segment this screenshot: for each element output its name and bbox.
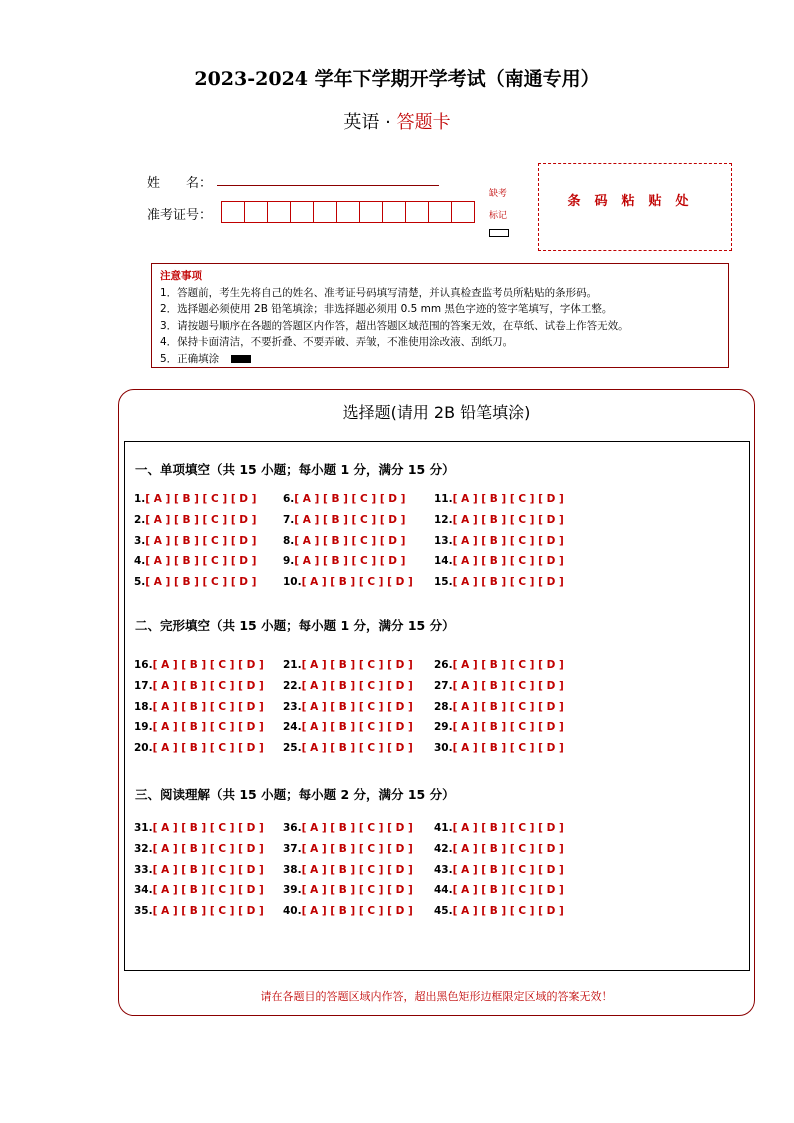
part-2-heading: 二、完形填空（共 15 小题；每小题 1 分，满分 15 分）: [135, 618, 455, 633]
answer-options[interactable]: [ A ] [ B ] [ C ] [ D ]: [152, 700, 264, 713]
answer-options[interactable]: [ A ] [ B ] [ C ] [ D ]: [152, 863, 264, 876]
id-digit-box[interactable]: [428, 201, 452, 223]
question-number: 26.: [434, 659, 453, 671]
question-number: 30.: [434, 742, 453, 755]
question-number: 32.: [134, 842, 153, 855]
question-30[interactable]: [434, 742, 564, 754]
answer-options[interactable]: [ A ] [ B ] [ C ] [ D ]: [301, 822, 413, 834]
answer-options[interactable]: [ A ] [ B ] [ C ] [ D ]: [294, 493, 406, 505]
id-digit-box[interactable]: [221, 201, 245, 223]
question-5[interactable]: [134, 576, 256, 588]
question-number: 16.: [134, 659, 153, 671]
notice-title: 注意事项: [160, 270, 202, 282]
answer-options[interactable]: [ A ] [ B ] [ C ] [ D ]: [301, 721, 413, 734]
question-38[interactable]: [283, 864, 413, 876]
question-number: 8.: [283, 534, 295, 547]
question-number: 24.: [283, 721, 302, 734]
exam-title: 2023-2024 学年下学期开学考试（南通专用）: [194, 68, 600, 90]
question-number: 13.: [434, 534, 453, 547]
answer-options[interactable]: [ A ] [ B ] [ C ] [ D ]: [145, 555, 257, 568]
question-number: 39.: [283, 884, 302, 897]
filled-mark-sample: [231, 355, 251, 363]
question-number: 5.: [134, 576, 146, 589]
id-digit-box[interactable]: [290, 201, 314, 223]
question-21[interactable]: [283, 659, 413, 671]
answer-options[interactable]: [ A ] [ B ] [ C ] [ D ]: [452, 721, 564, 734]
answer-options[interactable]: [ A ] [ B ] [ C ] [ D ]: [301, 659, 413, 671]
question-number: 31.: [134, 822, 153, 834]
question-number: 25.: [283, 742, 302, 755]
notice-item: 3．请按题号顺序在各题的答题区内作答，超出答题区域范围的答案无效，在草纸、试卷上作答无效。: [160, 319, 629, 332]
answer-options[interactable]: [ A ] [ B ] [ C ] [ D ]: [294, 513, 406, 526]
question-43[interactable]: [434, 864, 564, 876]
question-25[interactable]: [283, 742, 413, 754]
answer-options[interactable]: [ A ] [ B ] [ C ] [ D ]: [301, 742, 413, 755]
id-digit-box[interactable]: [336, 201, 360, 223]
answer-options[interactable]: [ A ] [ B ] [ C ] [ D ]: [301, 700, 413, 713]
question-7[interactable]: [283, 514, 405, 526]
id-digit-box[interactable]: [244, 201, 268, 223]
question-number: 27.: [434, 679, 453, 692]
question-number: 9.: [283, 555, 295, 568]
answer-options[interactable]: [ A ] [ B ] [ C ] [ D ]: [452, 700, 564, 713]
question-number: 20.: [134, 742, 153, 755]
question-number: 23.: [283, 700, 302, 713]
question-22[interactable]: [283, 680, 413, 692]
question-number: 1.: [134, 493, 146, 505]
question-number: 35.: [134, 905, 153, 918]
question-number: 45.: [434, 905, 453, 918]
question-26[interactable]: [434, 659, 564, 671]
id-digit-box[interactable]: [359, 201, 383, 223]
answer-options[interactable]: [ A ] [ B ] [ C ] [ D ]: [145, 493, 257, 505]
answer-options[interactable]: [ A ] [ B ] [ C ] [ D ]: [452, 905, 564, 918]
question-31[interactable]: [134, 822, 264, 834]
id-digit-box[interactable]: [313, 201, 337, 223]
card-type: 答题卡: [396, 112, 451, 133]
answer-options[interactable]: [ A ] [ B ] [ C ] [ D ]: [152, 721, 264, 734]
question-37[interactable]: [283, 843, 413, 855]
question-24[interactable]: [283, 721, 413, 733]
card-subtitle: [0, 108, 794, 134]
question-3[interactable]: [134, 535, 256, 547]
question-number: 10.: [283, 576, 302, 589]
question-9[interactable]: [283, 555, 405, 567]
question-18[interactable]: [134, 701, 264, 713]
answer-options[interactable]: [ A ] [ B ] [ C ] [ D ]: [294, 534, 406, 547]
name-label: 姓 名：: [147, 176, 213, 191]
question-number: 17.: [134, 679, 153, 692]
question-number: 33.: [134, 863, 153, 876]
question-20[interactable]: [134, 742, 264, 754]
separator-dot: ·: [385, 112, 391, 133]
question-29[interactable]: [434, 721, 564, 733]
answer-options[interactable]: [ A ] [ B ] [ C ] [ D ]: [452, 555, 564, 568]
question-1[interactable]: [134, 493, 256, 505]
question-number: 37.: [283, 842, 302, 855]
question-10[interactable]: [283, 576, 413, 588]
question-number: 11.: [434, 493, 453, 505]
answer-options[interactable]: [ A ] [ B ] [ C ] [ D ]: [452, 842, 564, 855]
answer-options[interactable]: [ A ] [ B ] [ C ] [ D ]: [152, 659, 264, 671]
exam-id-boxes[interactable]: [222, 201, 475, 223]
absent-mark-label: [481, 183, 515, 227]
answer-options[interactable]: [ A ] [ B ] [ C ] [ D ]: [301, 576, 413, 589]
absent-label-line1: 缺考: [488, 189, 507, 199]
answer-options[interactable]: [ A ] [ B ] [ C ] [ D ]: [301, 863, 413, 876]
answer-options[interactable]: [ A ] [ B ] [ C ] [ D ]: [152, 884, 264, 897]
question-15[interactable]: [434, 576, 564, 588]
id-digit-box[interactable]: [405, 201, 429, 223]
question-number: 4.: [134, 555, 146, 568]
question-number: 42.: [434, 842, 453, 855]
question-19[interactable]: [134, 721, 264, 733]
absent-mark-box[interactable]: [489, 229, 509, 237]
notice-item: 4．保持卡面清洁，不要折叠、不要弄破、弄皱，不准使用涂改液、刮纸刀。: [160, 336, 514, 348]
question-44[interactable]: [434, 884, 564, 896]
answer-options[interactable]: [ A ] [ B ] [ C ] [ D ]: [145, 576, 257, 589]
question-number: 2.: [134, 513, 146, 526]
question-number: 41.: [434, 822, 453, 834]
id-digit-box[interactable]: [382, 201, 406, 223]
answer-options[interactable]: [ A ] [ B ] [ C ] [ D ]: [301, 884, 413, 897]
question-27[interactable]: [434, 680, 564, 692]
question-17[interactable]: [134, 680, 264, 692]
answer-options[interactable]: [ A ] [ B ] [ C ] [ D ]: [145, 513, 257, 526]
question-14[interactable]: [434, 555, 564, 567]
answer-options[interactable]: [ A ] [ B ] [ C ] [ D ]: [452, 659, 564, 671]
answer-options[interactable]: [ A ] [ B ] [ C ] [ D ]: [301, 679, 413, 692]
question-number: 12.: [434, 513, 453, 526]
answer-options[interactable]: [ A ] [ B ] [ C ] [ D ]: [452, 742, 564, 755]
answer-options[interactable]: [ A ] [ B ] [ C ] [ D ]: [452, 863, 564, 876]
question-8[interactable]: [283, 535, 405, 547]
question-number: 14.: [434, 555, 453, 568]
question-42[interactable]: [434, 843, 564, 855]
question-number: 19.: [134, 721, 153, 734]
answer-options[interactable]: [ A ] [ B ] [ C ] [ D ]: [301, 842, 413, 855]
question-number: 15.: [434, 576, 453, 589]
question-11[interactable]: [434, 493, 564, 505]
absent-label-line2: 标记: [488, 211, 507, 221]
question-6[interactable]: [283, 493, 405, 505]
question-23[interactable]: [283, 701, 413, 713]
notice-box: [151, 263, 729, 368]
question-12[interactable]: [434, 514, 564, 526]
question-number: 18.: [134, 700, 153, 713]
question-33[interactable]: [134, 864, 264, 876]
answer-options[interactable]: [ A ] [ B ] [ C ] [ D ]: [152, 905, 264, 918]
exam-id-label: 准考证号：: [147, 208, 213, 223]
subject-name: 英语: [343, 112, 380, 133]
answer-options[interactable]: [ A ] [ B ] [ C ] [ D ]: [452, 822, 564, 834]
part-1-heading: 一、单项填空（共 15 小题；每小题 1 分，满分 15 分）: [135, 462, 455, 477]
id-digit-box[interactable]: [451, 201, 475, 223]
question-41[interactable]: [434, 822, 564, 834]
question-number: 3.: [134, 534, 146, 547]
question-40[interactable]: [283, 905, 413, 917]
question-16[interactable]: [134, 659, 264, 671]
answer-options[interactable]: [ A ] [ B ] [ C ] [ D ]: [452, 884, 564, 897]
answer-options[interactable]: [ A ] [ B ] [ C ] [ D ]: [152, 842, 264, 855]
answer-options[interactable]: [ A ] [ B ] [ C ] [ D ]: [452, 493, 564, 505]
answer-area-warning: 请在各题目的答题区域内作答，超出黑色矩形边框限定区域的答案无效！: [260, 990, 613, 1003]
question-35[interactable]: [134, 905, 264, 917]
choice-section-title: 选择题(请用 2B 铅笔填涂): [342, 403, 531, 422]
answer-options[interactable]: [ A ] [ B ] [ C ] [ D ]: [301, 905, 413, 918]
question-number: 29.: [434, 721, 453, 734]
answer-options[interactable]: [ A ] [ B ] [ C ] [ D ]: [152, 679, 264, 692]
name-field[interactable]: [217, 185, 439, 186]
question-45[interactable]: [434, 905, 564, 917]
notice-item: 5．正确填涂: [160, 352, 220, 365]
question-number: 38.: [283, 863, 302, 876]
question-28[interactable]: [434, 701, 564, 713]
question-32[interactable]: [134, 843, 264, 855]
question-34[interactable]: [134, 884, 264, 896]
question-number: 40.: [283, 905, 302, 918]
question-number: 7.: [283, 513, 295, 526]
answer-options[interactable]: [ A ] [ B ] [ C ] [ D ]: [452, 513, 564, 526]
question-4[interactable]: [134, 555, 256, 567]
question-number: 36.: [283, 822, 302, 834]
question-number: 28.: [434, 700, 453, 713]
answer-options[interactable]: [ A ] [ B ] [ C ] [ D ]: [145, 534, 257, 547]
part-3-heading: 三、阅读理解（共 15 小题；每小题 2 分，满分 15 分）: [135, 787, 455, 802]
question-39[interactable]: [283, 884, 413, 896]
question-number: 6.: [283, 493, 295, 505]
question-2[interactable]: [134, 514, 256, 526]
question-number: 43.: [434, 863, 453, 876]
answer-options[interactable]: [ A ] [ B ] [ C ] [ D ]: [152, 742, 264, 755]
notice-item: 2．选择题必须使用 2B 铅笔填涂；非选择题必须用 0.5 mm 黑色字迹的签字笔填写，字体工整。: [160, 303, 613, 315]
question-number: 22.: [283, 679, 302, 692]
question-number: 44.: [434, 884, 453, 897]
id-digit-box[interactable]: [267, 201, 291, 223]
answer-options[interactable]: [ A ] [ B ] [ C ] [ D ]: [452, 679, 564, 692]
answer-options[interactable]: [ A ] [ B ] [ C ] [ D ]: [452, 534, 564, 547]
notice-item: 1．答题前，考生先将自己的姓名、准考证号码填写清楚，并认真检查监考员所粘贴的条形码。: [160, 286, 598, 299]
question-number: 34.: [134, 884, 153, 897]
notice-item-fill-example: [160, 351, 720, 368]
answer-options[interactable]: [ A ] [ B ] [ C ] [ D ]: [294, 555, 406, 568]
question-36[interactable]: [283, 822, 413, 834]
answer-options[interactable]: [ A ] [ B ] [ C ] [ D ]: [152, 822, 264, 834]
barcode-area: 条码粘贴处: [538, 163, 732, 251]
question-number: 21.: [283, 659, 302, 671]
answer-options[interactable]: [ A ] [ B ] [ C ] [ D ]: [452, 576, 564, 589]
question-13[interactable]: [434, 535, 564, 547]
